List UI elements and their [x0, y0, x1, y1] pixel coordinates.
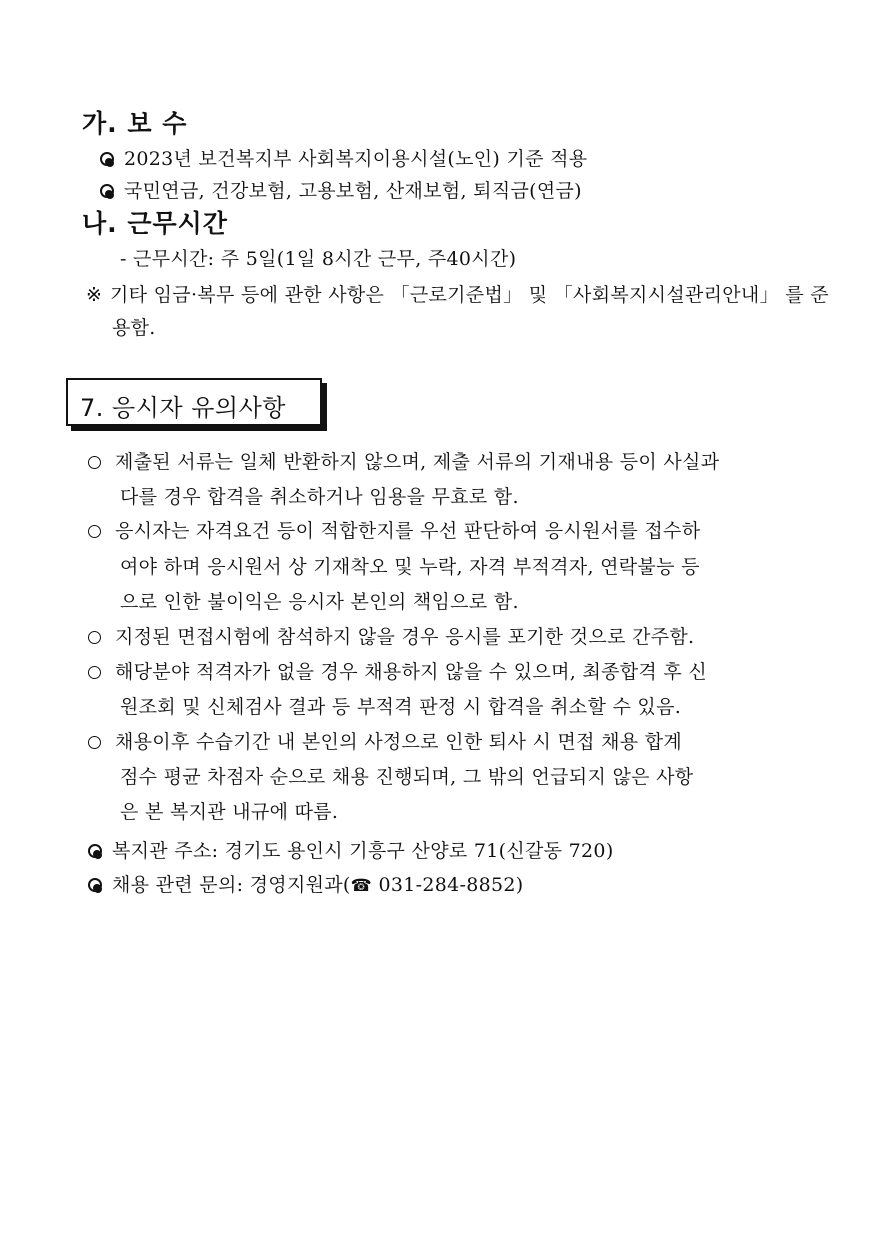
open-circle-bullet-icon: [88, 456, 101, 469]
notice-item-2-line-3: 으로 인한 불이익은 응시자 본인의 책임으로 함.: [120, 591, 519, 613]
filled-circle-bullet-icon: [100, 184, 114, 198]
notice-item-5-line-2: 점수 평균 차점자 순으로 채용 진행되며, 그 밖의 언급되지 않은 사항: [120, 766, 694, 788]
hours-note: ※ 기타 임금·복무 등에 관한 사항은 「근로기준법」 및 「사회복지시설관리안내」 를 준: [86, 284, 829, 306]
notice-item-5-line-3: 은 본 복지관 내규에 따름.: [120, 801, 339, 823]
pay-item-2: 국민연금, 건강보험, 고용보험, 산재보험, 퇴직금(연금): [100, 176, 582, 203]
open-circle-bullet-icon: [88, 736, 101, 749]
telephone-icon: ☎: [350, 876, 373, 896]
filled-circle-bullet-icon: [88, 878, 102, 892]
open-circle-bullet-icon: [88, 525, 101, 538]
open-circle-bullet-icon: [88, 631, 101, 644]
section-title-box: [66, 378, 322, 426]
notice-item-5: 채용이후 수습기간 내 본인의 사정으로 인한 퇴사 시 면접 채용 합계: [88, 727, 682, 754]
filled-circle-bullet-icon: [88, 844, 102, 858]
contact-line: 채용 관련 문의: 경영지원과(☎ 031-284-8852): [88, 870, 524, 897]
filled-circle-bullet-icon: [100, 152, 114, 166]
notice-item-1-line-2: 다를 경우 합격을 취소하거나 임용을 무효로 함.: [120, 486, 519, 508]
notice-item-2-line-2: 여야 하며 응시원서 상 기재착오 및 누락, 자격 부적격자, 연락불능 등: [120, 556, 700, 578]
pay-item-1: 2023년 보건복지부 사회복지이용시설(노인) 기준 적용: [100, 144, 587, 171]
notice-item-3: 지정된 면접시험에 참석하지 않을 경우 응시를 포기한 것으로 간주함.: [88, 622, 694, 649]
reference-mark-icon: ※: [86, 284, 103, 306]
hours-heading: 나. 근무시간: [82, 209, 228, 238]
hours-note-continued: 용함.: [112, 317, 156, 339]
notice-item-2: 응시자는 자격요건 등이 적합한지를 우선 판단하여 응시원서를 접수하: [88, 516, 700, 543]
notice-item-1: 제출된 서류는 일체 반환하지 않으며, 제출 서류의 기재내용 등이 사실과: [88, 447, 719, 474]
address-line: 복지관 주소: 경기도 용인시 기흥구 산양로 71(신갈동 720): [88, 836, 614, 863]
pay-heading: 가. 보 수: [82, 109, 188, 138]
notice-item-4: 해당분야 적격자가 없을 경우 채용하지 않을 수 있으며, 최종합격 후 신: [88, 657, 707, 684]
open-circle-bullet-icon: [88, 666, 101, 679]
hours-detail: - 근무시간: 주 5일(1일 8시간 근무, 주40시간): [120, 248, 517, 270]
notice-item-4-line-2: 원조회 및 신체검사 결과 등 부적격 판정 시 합격을 취소할 수 있음.: [120, 696, 682, 718]
section-title: 7. 응시자 유의사항: [80, 394, 286, 422]
